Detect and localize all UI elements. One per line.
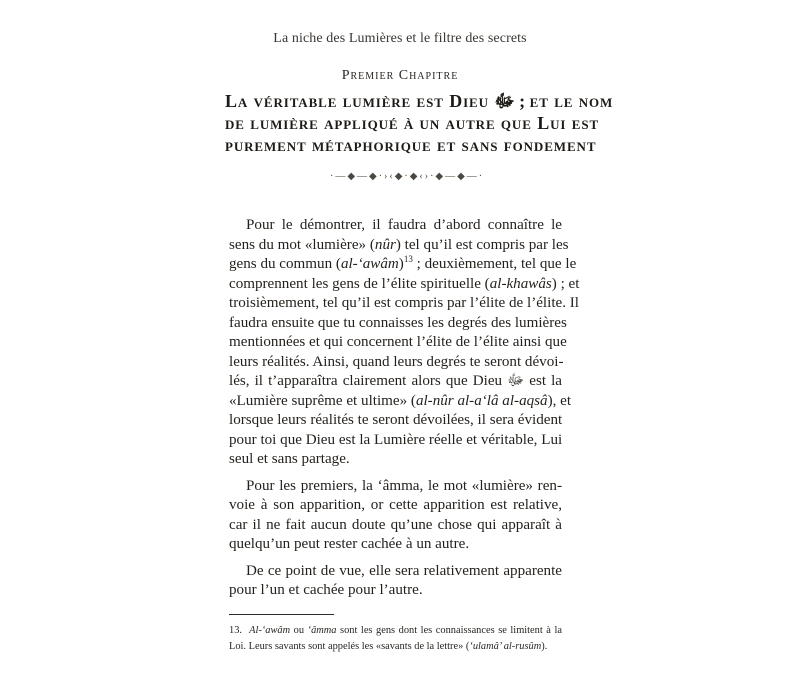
chapter-title-line: de lumière appliqué à un autre que Lui est	[225, 113, 600, 133]
footnote-ref[interactable]: 13	[403, 253, 413, 264]
text-line: leurs réalités. Ainsi, quand leurs degrés te seront dévoi-	[229, 353, 564, 370]
text-line	[229, 236, 569, 256]
italic-term: al-nûr al-a‘lâ al-aqsâ	[415, 392, 548, 409]
text-span: Loi. Leurs savants sont appelés les «savants de la lettre» (	[229, 641, 470, 652]
footnote-line	[229, 639, 562, 655]
italic-term: ‘âmma	[307, 625, 337, 636]
text-line: lorsque leurs réalités te seront dévoilées, il sera évident	[229, 412, 563, 428]
text-span: sens du mot «lumière» (	[229, 236, 375, 253]
text-span: comprennent les gens de l’élite spirituelle (	[229, 275, 490, 292]
text-line: De ce point de vue, elle sera relativement apparente	[246, 562, 562, 579]
paragraph-1	[229, 216, 580, 470]
text-line: seul et sans partage.	[229, 451, 350, 467]
footnote-rule	[229, 614, 334, 615]
paragraph-3	[229, 562, 562, 601]
footnote	[229, 623, 562, 655]
italic-term: ‘ulamâ’ al-rusûm	[469, 641, 542, 652]
chapter-label: Premier Chapitre	[341, 68, 459, 83]
text-line	[229, 275, 580, 295]
text-line: faudra ensuite que tu connaisses les degrés des lumières	[229, 314, 567, 331]
italic-term: Al-‘awâm	[249, 625, 291, 636]
text-line: pour l’un et cachée pour l’autre.	[229, 582, 423, 598]
text-line: troisièmement, tel qu’il est compris par l’élite de l’élite. Il	[229, 295, 579, 311]
ornament-divider: ·—◆—◆·›‹◆·◆‹›·◆—◆—·	[330, 171, 485, 182]
paragraph-2	[229, 477, 562, 555]
text-span: ) tel qu’il est compris par les	[395, 236, 569, 253]
footnote-number: 13.	[229, 625, 242, 636]
text-line: mentionnées et qui concernent l’élite de l’élite ainsi que	[229, 334, 567, 350]
text-span: ).	[541, 641, 548, 652]
text-line: voie à son apparition, or cette apparition est relative,	[229, 497, 562, 513]
text-line: Pour le démontrer, il faudra d’abord connaître le	[246, 217, 562, 233]
chapter-title-line: La véritable lumière est Dieu ﷻ ; et le nom	[225, 91, 614, 111]
text-line: Pour les premiers, la ‘âmma, le mot «lumière» ren-	[246, 477, 562, 494]
text-span: «Lumière suprême et ultime» (	[229, 392, 416, 409]
italic-term: al-‘awâm	[340, 256, 399, 272]
text-line: lés, il t’apparaîtra clairement alors que Dieu ﷻ est la	[229, 373, 562, 389]
body-text	[229, 216, 580, 608]
text-span: ou	[290, 625, 308, 636]
text-span: gens du commun (	[229, 256, 341, 272]
text-line	[229, 253, 577, 275]
running-head: La niche des Lumières et le filtre des secrets	[273, 31, 527, 46]
italic-term: al-khawâs	[489, 275, 552, 292]
text-line: pour toi que Dieu est la Lumière réelle et véritable, Lui	[229, 431, 563, 448]
text-line: car il ne fait aucun doute qu’une chose qui apparaît à	[229, 516, 562, 533]
text-line: quelqu’un peut rester cachée à un autre.	[229, 536, 470, 552]
text-span: sont les gens dont les connaissances se limitent à la	[336, 625, 562, 636]
text-span: ) ; et	[551, 275, 580, 292]
chapter-title	[225, 90, 614, 156]
chapter-title-line: purement métaphorique et sans fondement	[225, 135, 597, 155]
text-span: )	[398, 256, 404, 272]
text-line	[229, 392, 572, 412]
text-span: ; deuxièmement, tel que le	[412, 256, 577, 272]
text-span: ), et	[547, 392, 572, 409]
footnote-line	[229, 623, 562, 639]
italic-term: nûr	[374, 236, 396, 253]
